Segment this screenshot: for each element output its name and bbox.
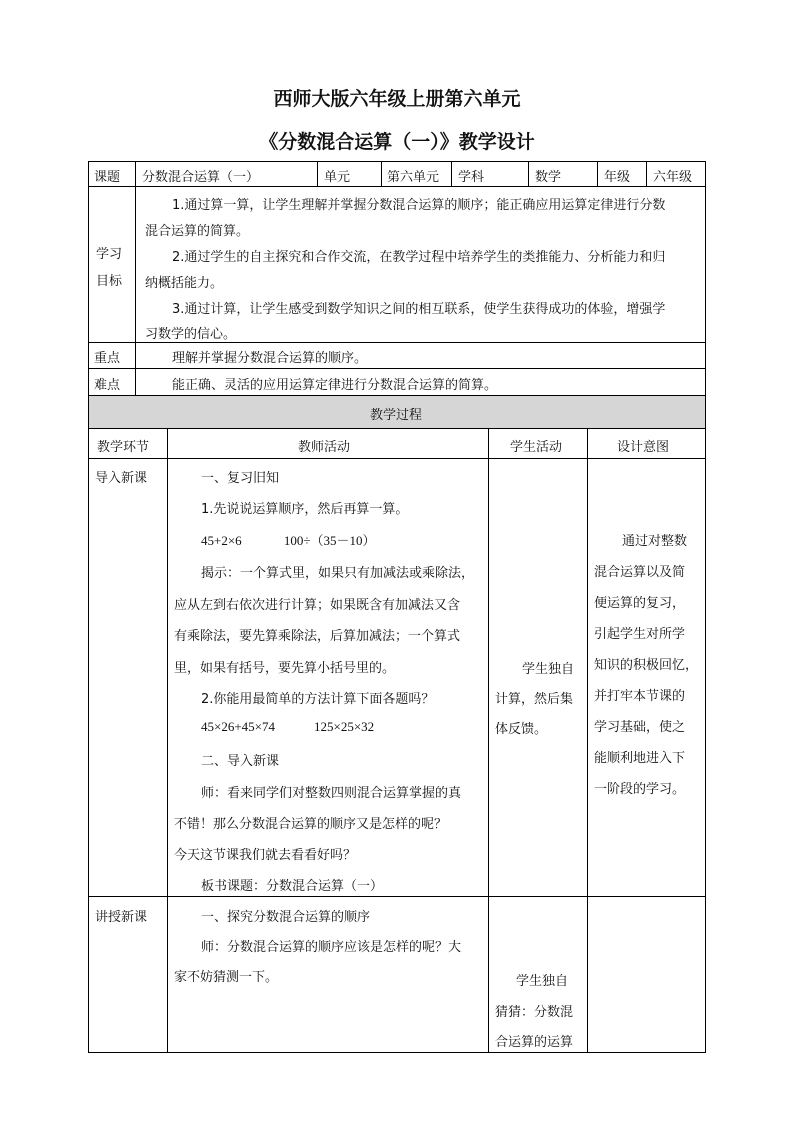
intent-line: 便运算的复习， (594, 596, 686, 611)
table-rule (587, 428, 588, 1053)
teacher-line: 1.先说说运算顺序，然后再算一算。 (201, 502, 409, 517)
teacher-line: 师：分数混合运算的顺序应该是怎样的呢？大 (201, 940, 462, 955)
teacher-line: 里，如果有括号，要先算小括号里的。 (174, 661, 396, 676)
table-rule (88, 458, 706, 459)
intent-line: 一阶段的学习。 (594, 782, 686, 797)
subject-label: 课题 (94, 170, 121, 185)
table-rule (528, 161, 529, 186)
key-point-label: 重点 (94, 351, 121, 366)
table-rule (88, 161, 706, 162)
teacher-line: 一、探究分数混合运算的顺序 (201, 910, 371, 925)
grade-value: 六年级 (653, 170, 693, 185)
table-rule (705, 161, 706, 1053)
intent-line: 能顺利地进入下 (594, 751, 686, 766)
table-rule (488, 428, 489, 1053)
intent-line: 引起学生对所学 (594, 627, 686, 642)
goals-label: 学习 (96, 247, 123, 262)
teacher-line: 45+2×6 100÷（35－10） (201, 533, 376, 548)
discipline-value: 数学 (535, 170, 562, 185)
goals-line: 习数学的信心。 (145, 327, 237, 342)
col-header-teacher: 教师活动 (298, 440, 351, 455)
subject-value: 分数混合运算（一） (142, 170, 260, 185)
table-rule (88, 161, 89, 1053)
grade-label: 年级 (604, 170, 631, 185)
intent-line: 学习基础，使之 (594, 720, 686, 735)
intent-line: 混合运算以及简 (594, 565, 686, 580)
document-subtitle: 《分数混合运算（一）》教学设计 (259, 131, 535, 153)
goals-line: 混合运算的简算。 (145, 224, 250, 239)
difficulty-text: 能正确、灵活的应用运算定律进行分数混合运算的简算。 (172, 378, 498, 393)
table-rule (381, 161, 382, 186)
table-rule (88, 342, 706, 343)
teacher-line: 家不妨猜测一下。 (174, 970, 279, 985)
student-line: 猜猜：分数混 (495, 1005, 574, 1020)
intent-line: 并打牢本节课的 (594, 689, 686, 704)
table-rule (88, 395, 706, 396)
table-rule (167, 428, 168, 1053)
table-rule (88, 186, 706, 187)
teacher-line: 板书课题：分数混合运算（一） (201, 879, 384, 894)
table-rule (597, 161, 598, 186)
stage-label: 讲授新课 (95, 910, 148, 925)
teacher-line: 不错！那么分数混合运算的顺序又是怎样的呢？ (174, 817, 448, 832)
teacher-line: 应从左到右依次进行计算；如果既含有加减法又含 (174, 598, 461, 613)
teacher-line: 一、复习旧知 (201, 471, 280, 486)
intent-line: 通过对整数 (622, 534, 688, 549)
teacher-line: 有乘除法，要先算乘除法，后算加减法；一个算式 (174, 629, 461, 644)
teacher-line: 2.你能用最简单的方法计算下面各题吗？ (201, 692, 435, 707)
table-rule (135, 161, 136, 396)
student-line: 学生独自 (522, 662, 575, 677)
process-banner: 教学过程 (370, 408, 423, 423)
goals-line: 纳概括能力。 (145, 276, 224, 291)
col-header-intent: 设计意图 (617, 440, 670, 455)
goals-line: 3.通过计算，让学生感受到数学知识之间的相互联系，使学生获得成功的体验，增强学 (172, 302, 666, 317)
document-title: 西师大版六年级上册第六单元 (273, 88, 521, 110)
teacher-line: 二、导入新课 (201, 754, 280, 769)
table-rule (88, 896, 706, 897)
table-rule (88, 368, 706, 369)
difficulty-label: 难点 (94, 378, 121, 393)
teacher-line: 45×26+45×74 125×25×32 (201, 719, 375, 734)
intent-line: 知识的积极回忆， (594, 658, 699, 673)
key-point-text: 理解并掌握分数混合运算的顺序。 (172, 351, 368, 366)
col-header-student: 学生活动 (510, 440, 563, 455)
student-line: 合运算的运算 (495, 1035, 574, 1050)
goals-line: 2.通过学生的自主探究和合作交流，在教学过程中培养学生的类推能力、分析能力和归 (172, 250, 666, 265)
teacher-line: 师：看来同学们对整数四则混合运算掌握的真 (201, 786, 462, 801)
teacher-line: 揭示：一个算式里，如果只有加减法或乘除法， (201, 566, 475, 581)
table-rule (317, 161, 318, 186)
col-header-stage: 教学环节 (97, 440, 150, 455)
table-rule (88, 428, 706, 429)
table-rule (451, 161, 452, 186)
table-rule (88, 1052, 706, 1053)
stage-label: 导入新课 (95, 471, 148, 486)
discipline-label: 学科 (458, 170, 485, 185)
unit-value: 第六单元 (387, 170, 440, 185)
student-line: 计算，然后集 (495, 692, 574, 707)
student-line: 学生独自 (516, 974, 569, 989)
goals-line: 1.通过算一算，让学生理解并掌握分数混合运算的顺序；能正确应用运算定律进行分数 (172, 198, 666, 213)
unit-label: 单元 (324, 170, 351, 185)
table-rule (646, 161, 647, 186)
student-line: 体反馈。 (495, 722, 548, 737)
goals-label: 目标 (96, 274, 123, 289)
teacher-line: 今天这节课我们就去看看好吗？ (174, 848, 357, 863)
